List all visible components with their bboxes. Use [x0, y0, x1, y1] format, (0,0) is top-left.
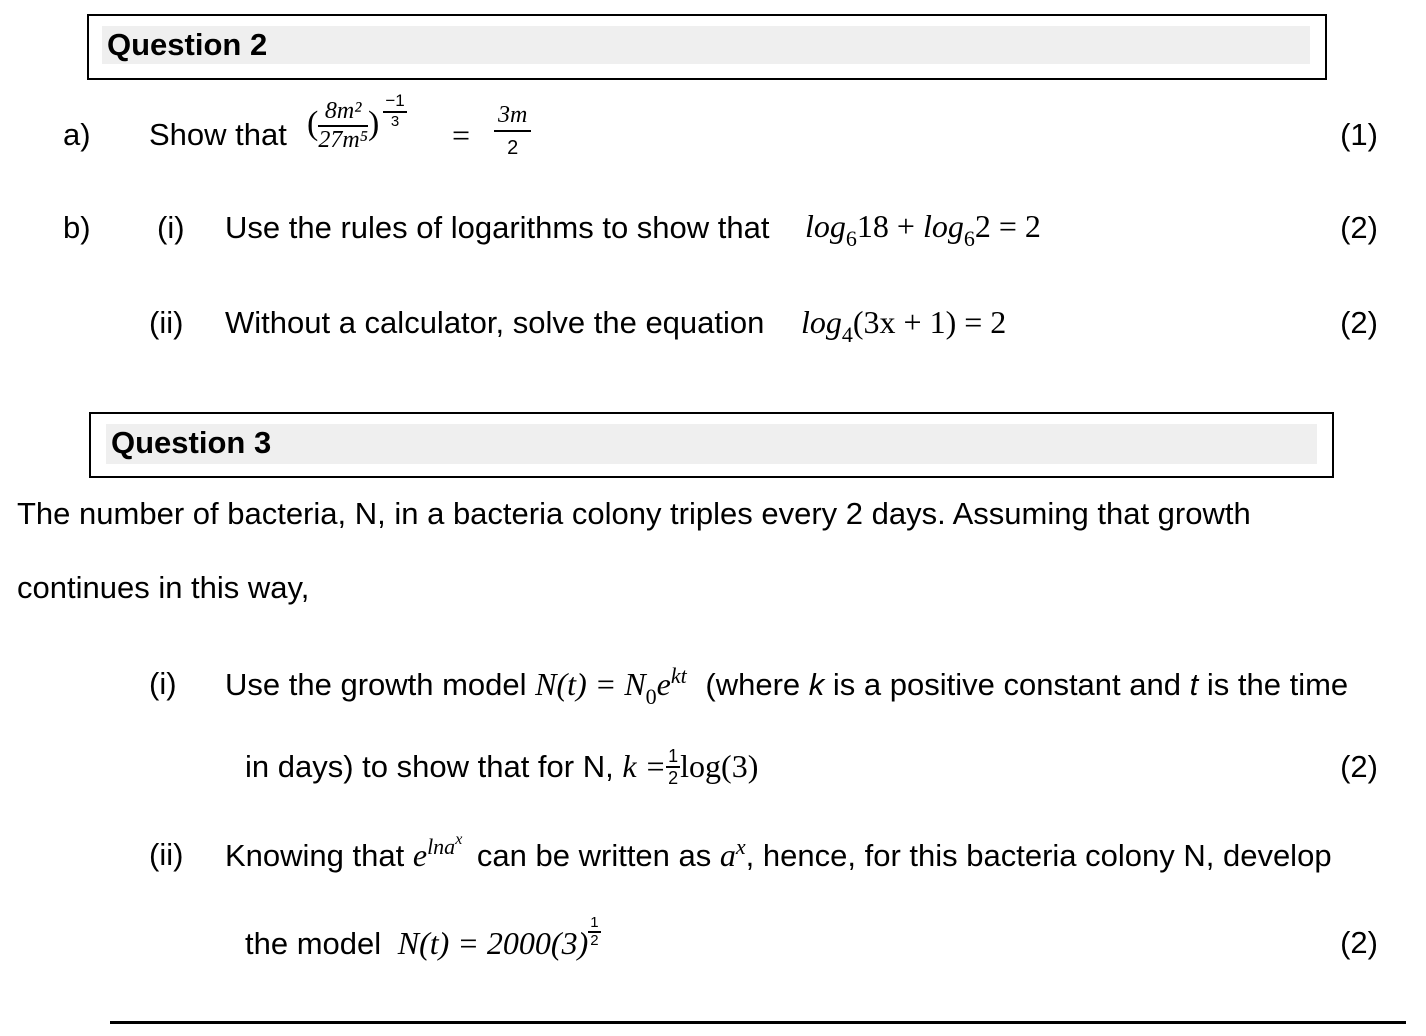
q2-b-i-text: Use the rules of logarithms to show that	[225, 210, 770, 245]
exponent-denominator: 3	[390, 112, 400, 130]
q3-ii-line-2-text: the model	[245, 926, 382, 961]
question-2-title: Question 2	[102, 26, 1310, 64]
paren-close: )	[368, 105, 380, 143]
q2-b-ii-label: (ii)	[149, 305, 184, 340]
lhs-numerator: 8m²	[324, 98, 362, 124]
half-numerator: 1	[668, 746, 679, 766]
q3-ii-text-2: can be written as	[476, 838, 712, 873]
q3-i-text-4: is the time	[1206, 667, 1349, 702]
final-exponent	[588, 915, 600, 949]
q2-b-ii-equation	[801, 304, 1007, 347]
q3-i-label: (i)	[149, 666, 177, 701]
arg-1: 18 +	[856, 208, 923, 244]
q2-a-rhs	[494, 100, 531, 164]
q2-a-label: a)	[63, 117, 91, 152]
half-fraction	[666, 746, 680, 788]
base-1: 6	[845, 226, 857, 251]
lhs-denominator: 27m⁵	[318, 127, 369, 153]
model-subscript: 0	[645, 684, 657, 709]
half-denominator: 2	[668, 768, 679, 788]
k-equals: k =	[622, 748, 667, 785]
question-3-title: Question 3	[106, 424, 1317, 464]
log-1: log	[805, 208, 846, 244]
arg-3: (3x + 1) = 2	[852, 304, 1007, 340]
q3-i-k: k	[808, 667, 825, 702]
final-exponent-denominator: 2	[590, 931, 599, 949]
base-2: 6	[963, 226, 975, 251]
q2-b-ii-text: Without a calculator, solve the equation	[225, 305, 765, 340]
arg-2: 2 = 2	[974, 208, 1041, 244]
model-lhs: N(t) = N	[535, 666, 646, 702]
lhs-fraction	[318, 98, 368, 154]
growth-model	[535, 663, 687, 709]
base-3: 4	[841, 322, 853, 347]
q2-b-i-label: (i)	[157, 210, 185, 245]
q3-ii-line-2	[245, 913, 601, 963]
model-exponent: kt	[670, 663, 687, 688]
q3-i-line-2	[245, 748, 758, 790]
e-symbol: e	[412, 837, 428, 873]
log-3: log	[801, 304, 842, 340]
exponent-fraction	[383, 91, 406, 130]
paren-open: (	[307, 105, 319, 143]
q3-i-t: t	[1189, 667, 1199, 702]
e-exponent: lna	[427, 834, 456, 859]
q2-a-text: Show that	[149, 117, 287, 152]
log-expression: log(3)	[680, 748, 759, 785]
rhs-numerator: 3m	[494, 100, 531, 132]
q2-a-equals: =	[452, 117, 471, 153]
q3-i-line-2-text: in days) to show that for N,	[245, 749, 614, 785]
q2-a-expression	[307, 90, 407, 172]
a-symbol: a	[719, 837, 736, 873]
final-exponent-numerator: 1	[590, 913, 599, 931]
rhs-denominator: 2	[507, 137, 519, 159]
q3-i-text-3: is a positive constant and	[832, 667, 1181, 702]
q2-b-i-equation	[805, 208, 1041, 251]
q3-ii-line-1	[225, 831, 1332, 880]
e-exponent-x: x	[455, 831, 463, 848]
q3-ii-marks: (2)	[1340, 925, 1378, 960]
a-exponent: x	[735, 834, 746, 859]
q3-ii-text-1: Knowing that	[225, 838, 405, 873]
rhs-fraction	[494, 100, 531, 164]
q2-b-label: b)	[63, 210, 91, 245]
q3-ii-label: (ii)	[149, 837, 184, 872]
q3-i-text-1: Use the growth model	[225, 667, 527, 702]
q2-a-marks: (1)	[1340, 117, 1378, 152]
q3-intro-line-2: continues in this way,	[17, 570, 310, 605]
q3-intro-line-1: The number of bacteria, N, in a bacteria colony triples every 2 days. Assuming that growth	[17, 496, 1251, 531]
exponent-numerator: −1	[383, 91, 406, 113]
q3-i-marks: (2)	[1340, 749, 1378, 784]
q2-b-i-marks: (2)	[1340, 210, 1378, 245]
q3-ii-text-3: , hence, for this bacteria colony N, develop	[745, 838, 1332, 873]
q2-b-ii-marks: (2)	[1340, 305, 1378, 340]
q3-i-text-2: (where	[705, 667, 801, 702]
bottom-divider	[110, 1021, 1406, 1024]
log-2: log	[922, 208, 964, 244]
final-model: N(t) = 2000(3)	[397, 925, 589, 961]
q3-i-line-1	[225, 663, 1349, 709]
model-e: e	[656, 666, 671, 702]
